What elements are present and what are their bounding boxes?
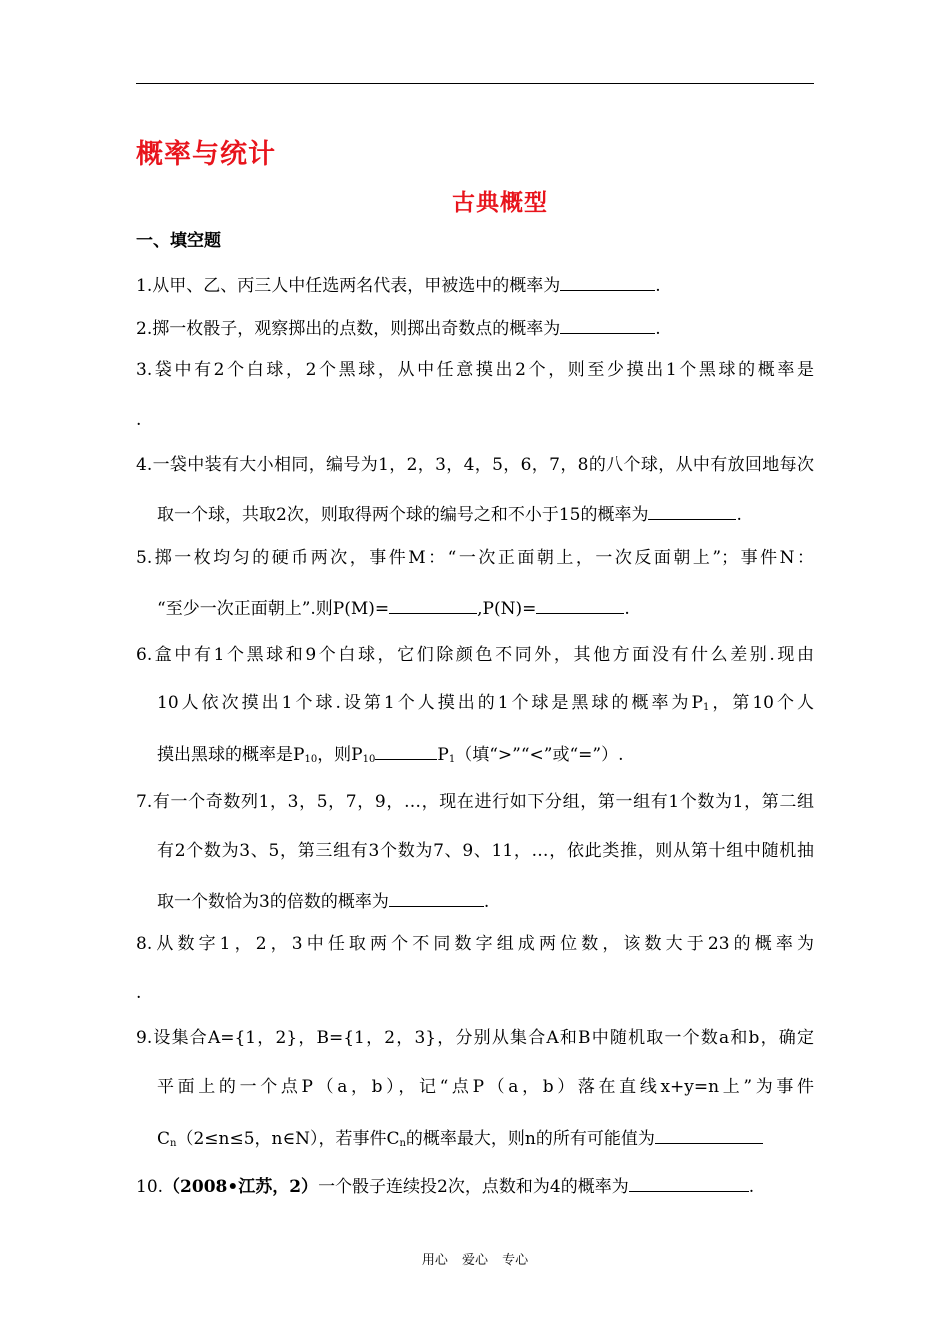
question-2: 2.掷一枚骰子，观察掷出的点数，则掷出奇数点的概率为 .: [136, 315, 814, 341]
question-5: [136, 546, 814, 570]
answer-blank: [536, 595, 624, 614]
question-6-cont-2: 摸出黑球的概率是$P_{10}$，则$P_{10}$ $P_1$（填“>”“<”或“=”）.: [157, 741, 835, 772]
question-4-cont: 取一个球，共取2次，则取得两个球的编号之和不小于15的概率为 .: [157, 501, 835, 527]
question-9-cont: 平面上的一个点P（a，b），记“点P（a，b）落在直线x+y=n上”为事件: [157, 1077, 814, 1097]
question-8-cont: .: [136, 983, 142, 1003]
page-title: 概率与统计: [136, 139, 276, 170]
question-text: 3.袋中有2个白球，2个黑球，从中任意摸出2个，则至少摸出1个黑球的概率是: [136, 360, 814, 380]
question-9-cont-2: $C_n(2\le n\le 5$，n∈N），若事件$C_n$的概率最大，则n的所有可能值为: [157, 1125, 835, 1156]
question-text: 一个骰子连续投2次，点数和为4的概率为: [318, 1177, 629, 1197]
question-7-cont-2: 取一个数恰为3的倍数的概率为 .: [157, 888, 835, 914]
question-text: 2.掷一枚骰子，观察掷出的点数，则掷出奇数点的概率为: [136, 319, 561, 339]
question-6: [136, 643, 814, 667]
question-10: 10.（2008•江苏，2）一个骰子连续投2次，点数和为4的概率为 .: [136, 1173, 814, 1199]
question-text: 4.一袋中装有大小相同，编号为1，2，3，4，5，6，7，8的八个球，从中有放回地每次: [136, 455, 814, 475]
question-text: 6.盒中有1个黑球和9个白球，它们除颜色不同外，其他方面没有什么差别.现由: [136, 645, 814, 665]
section-heading: 一、填空题: [136, 231, 221, 251]
question-text: 8.从数字1，2，3中任取两个不同数字组成两位数，该数大于23的概率为: [136, 934, 814, 954]
question-9: [136, 1026, 814, 1050]
question-1: 1.从甲、乙、丙三人中任选两名代表，甲被选中的概率为 .: [136, 272, 814, 298]
answer-blank: [629, 1173, 749, 1192]
question-4: [136, 453, 814, 477]
answer-blank: [560, 315, 655, 334]
question-3-cont: .: [136, 410, 142, 430]
question-8: [136, 932, 814, 956]
question-text: 9.设集合A={1，2}，B={1，2，3}，分别从集合A和B中随机取一个数a和b，确定: [136, 1028, 814, 1048]
question-6-cont: 10人依次摸出1个球.设第1个人摸出的1个球是黑球的概率为$P_1$，第10个人: [157, 693, 815, 713]
answer-blank: [560, 272, 655, 291]
question-source: （2008•江苏，2）: [163, 1177, 319, 1197]
answer-blank: [655, 1125, 763, 1144]
question-text: 5.掷一枚均匀的硬币两次，事件M：“一次正面朝上，一次反面朝上”；事件N：: [136, 548, 814, 568]
answer-blank: [375, 741, 437, 760]
section-title: 古典概型: [452, 190, 548, 216]
question-7: [136, 790, 814, 814]
page-footer: 用心 爱心 专心: [421, 1253, 529, 1268]
question-text: 7.有一个奇数列1，3，5，7，9，…，现在进行如下分组，第一组有1个数为1，第二组: [136, 792, 814, 812]
top-rule: [136, 83, 814, 84]
question-7-cont: 有2个数为3、5，第三组有3个数为7、9、11，…，依此类推，则从第十组中随机抽: [157, 841, 814, 861]
question-3: [136, 358, 814, 382]
answer-blank: [389, 888, 484, 907]
answer-blank: [389, 595, 477, 614]
answer-blank: [648, 501, 736, 520]
question-text: 1.从甲、乙、丙三人中任选两名代表，甲被选中的概率为: [136, 276, 561, 296]
question-5-cont: “至少一次正面朝上”.则P(M)= ,P(N)= .: [157, 595, 835, 621]
